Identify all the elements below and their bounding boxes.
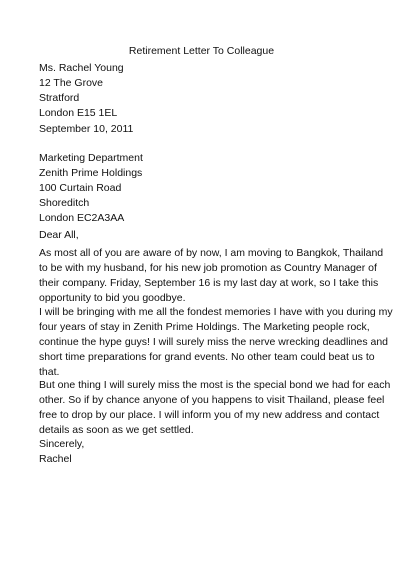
recipient-department: Marketing Department (39, 152, 143, 164)
letter-date (39, 122, 369, 137)
paragraph-line: to be with my husband, for his new job promotion as Country Manager of (39, 262, 377, 274)
paragraph-line: other. So if by chance anyone of you happens to visit Thailand, please feel (39, 394, 385, 406)
paragraph-line: I will be bringing with me all the fondest memories I have with you during my (39, 306, 393, 318)
paragraph-line: four years of stay in Zenith Prime Holdings. The Marketing people rock, (39, 321, 370, 333)
paragraph-line: opportunity to bid you goodbye. (39, 292, 186, 304)
paragraph-line: As most all of you are aware of by now, I am moving to Bangkok, Thailand (39, 247, 384, 259)
letter-title: Retirement Letter To Colleague (128, 45, 275, 57)
closing-block (39, 437, 369, 467)
date-text: September 10, 2011 (39, 123, 134, 135)
sender-address (39, 61, 369, 121)
paragraph-line: continue the hype guys! I will surely miss the nerve wrecking deadlines and (39, 336, 389, 348)
sender-town: Stratford (39, 92, 80, 104)
sender-street: 12 The Grove (39, 77, 104, 89)
body-paragraph-3 (39, 378, 391, 438)
paragraph-line: their company. Friday, September 16 is my last day at work, so I take this (39, 277, 379, 289)
signature-name: Rachel (39, 453, 72, 465)
paragraph-line: that. (39, 366, 60, 378)
recipient-address (39, 151, 369, 226)
body-paragraph-1 (39, 246, 384, 306)
recipient-company: Zenith Prime Holdings (39, 167, 143, 179)
sender-city-postcode: London E15 1EL (39, 107, 118, 119)
sender-name: Ms. Rachel Young (39, 62, 124, 74)
paragraph-line: details as soon as we get settled. (39, 424, 194, 436)
closing-text: Sincerely, (39, 438, 85, 450)
recipient-area: Shoreditch (39, 197, 90, 209)
salutation-text: Dear All, (39, 229, 79, 241)
paragraph-line: free to drop by our place. I will inform you of my new address and contact (39, 409, 380, 421)
paragraph-line: short time preparations for grand events. No other team could beat us to (39, 351, 375, 363)
body-paragraph-2 (39, 305, 393, 380)
recipient-city-postcode: London EC2A3AA (39, 212, 125, 224)
salutation (39, 228, 369, 243)
paragraph-line: But one thing I will surely miss the most is the special bond we had for each (39, 379, 391, 391)
recipient-street: 100 Curtain Road (39, 182, 122, 194)
